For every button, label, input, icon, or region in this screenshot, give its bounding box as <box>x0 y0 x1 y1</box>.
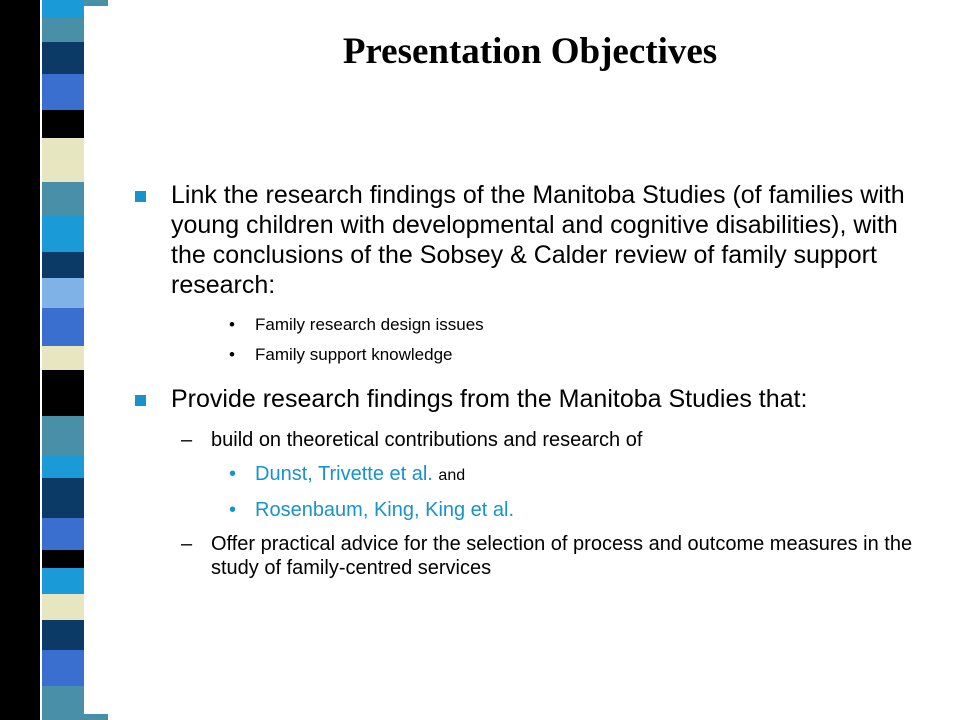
stripe-block <box>42 216 84 252</box>
stripe-block <box>42 74 84 110</box>
sub-bullet-item <box>135 314 935 336</box>
sub-bullet-item <box>135 344 935 366</box>
stripe-block <box>42 478 84 518</box>
dot-bullet-icon: • <box>229 463 237 485</box>
sub-bullet-item <box>135 462 935 488</box>
stripe-block <box>42 686 84 720</box>
bullet-item <box>135 384 935 414</box>
bullet-item <box>135 180 935 300</box>
stripe-block <box>42 278 84 308</box>
sub-bullet-text: Family support knowledge <box>255 345 453 364</box>
bullet-text: Link the research findings of the Manitoba Studies (of families with young children with developmental and cognitive disabilities), with the conclusions of the Sobsey & Calder review of family support research: <box>171 181 905 299</box>
reference-text: Rosenbaum, King, King et al. <box>255 499 515 521</box>
bullet-text: Provide research findings from the Manitoba Studies that: <box>171 385 808 413</box>
stripe-block <box>42 0 84 18</box>
dash-item <box>135 532 935 580</box>
slide-title: Presentation Objectives <box>342 31 718 72</box>
stripe-block <box>42 456 84 478</box>
stripe-block <box>84 714 108 720</box>
stripe-block <box>42 650 84 686</box>
stripe-column <box>0 0 40 720</box>
square-bullet-icon <box>135 191 146 202</box>
stripe-block <box>42 416 84 456</box>
stripe-block <box>42 138 84 182</box>
stripe-block <box>42 518 84 550</box>
reference-tail: and <box>438 467 466 484</box>
dash-text: Offer practical advice for the selection of process and outcome measures in the study of family-centred services <box>211 533 913 579</box>
square-bullet-icon <box>135 395 146 406</box>
dot-bullet-icon: • <box>229 345 235 364</box>
stripe-block <box>42 252 84 278</box>
dash-item <box>135 428 935 452</box>
dash-bullet-icon: – <box>181 533 193 555</box>
stripe-block <box>42 42 84 74</box>
stripe-block <box>42 370 84 416</box>
slide-content <box>135 180 935 590</box>
sub-bullet-item <box>135 498 935 522</box>
sub-bullet-text: Family research design issues <box>255 315 484 334</box>
stripe-block <box>42 182 84 216</box>
stripe-block <box>42 308 84 346</box>
stripe-block <box>42 18 84 42</box>
stripe-block <box>42 110 84 138</box>
stripe-block <box>84 0 108 6</box>
dash-bullet-icon: – <box>181 429 193 451</box>
stripe-block <box>42 346 84 370</box>
decorative-stripe <box>0 0 108 720</box>
dot-bullet-icon: • <box>229 315 235 334</box>
stripe-block <box>42 594 84 620</box>
stripe-block <box>42 550 84 568</box>
stripe-block <box>42 620 84 650</box>
reference-text: Dunst, Trivette et al. <box>255 463 433 485</box>
dash-text: build on theoretical contributions and research of <box>211 429 643 451</box>
stripe-block <box>42 568 84 594</box>
dot-bullet-icon: • <box>229 499 237 521</box>
